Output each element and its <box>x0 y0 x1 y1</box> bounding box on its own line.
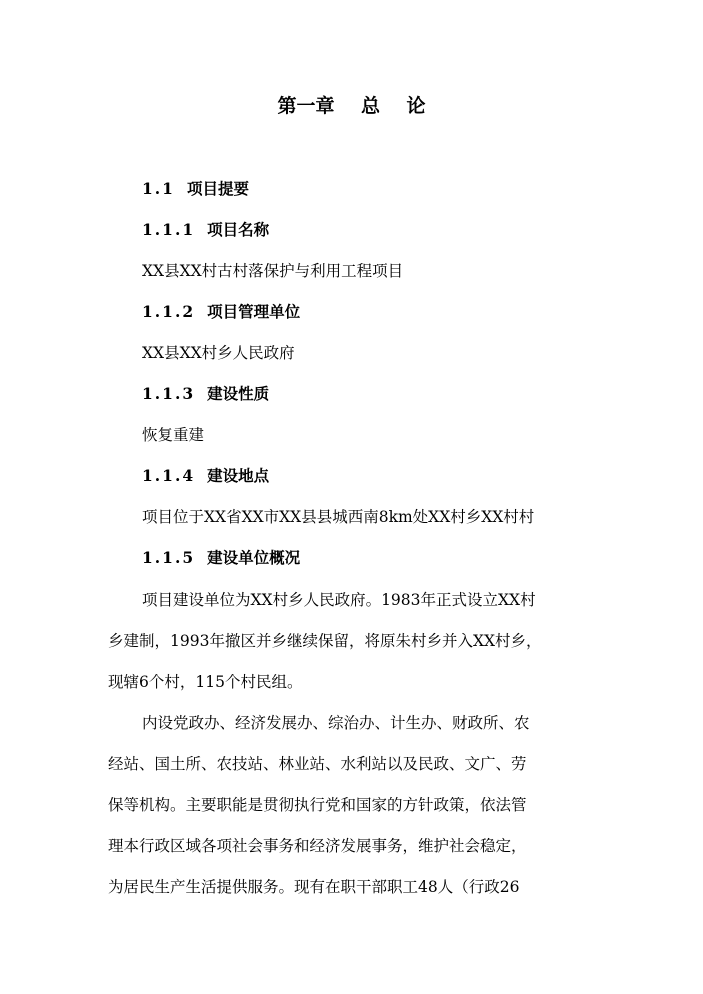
section-title: 项目管理单位 <box>207 302 301 321</box>
paragraph-line: 现辖6个村，115个村民组。 <box>108 673 303 691</box>
paragraph-line: 项目建设单位为XX村乡人民政府。1983年正式设立XX村 <box>142 591 536 609</box>
section-number: 1.1.4 <box>142 466 196 485</box>
section-heading-1-1-2 <box>142 300 300 324</box>
section-title: 建设单位概况 <box>207 548 301 567</box>
section-number: 1.1 <box>142 179 175 198</box>
section-content-project-name: XX县XX村古村落保护与利用工程项目 <box>142 262 404 280</box>
section-number: 1.1.1 <box>142 220 196 239</box>
section-number: 1.1.5 <box>142 548 196 567</box>
section-title: 项目名称 <box>207 220 270 239</box>
section-heading-1-1-3 <box>142 382 269 406</box>
paragraph-line: 为居民生产生活提供服务。现有在职干部职工48人（行政26 <box>108 878 520 896</box>
paragraph-line: 保等机构。主要职能是贯彻执行党和国家的方针政策，依法管 <box>108 796 527 814</box>
section-title: 建设地点 <box>207 466 270 485</box>
chapter-title: 第一章 总 论 <box>277 95 426 117</box>
section-heading-1-1-4 <box>142 464 269 488</box>
section-number: 1.1.3 <box>142 384 196 403</box>
section-heading-1-1 <box>142 177 249 201</box>
paragraph-line: 乡建制，1993年撤区并乡继续保留，将原朱村乡并入XX村乡， <box>108 632 542 650</box>
section-heading-1-1-5 <box>142 546 300 570</box>
section-title: 项目提要 <box>186 179 249 198</box>
paragraph-line: 理本行政区域各项社会事务和经济发展事务，维护社会稳定， <box>108 837 527 855</box>
paragraph-line: 内设党政办、经济发展办、综治办、计生办、财政所、农 <box>142 714 530 732</box>
section-content-location: 项目位于XX省XX市XX县县城西南8km处XX村乡XX村村 <box>142 508 535 526</box>
section-content-construction-nature: 恢复重建 <box>142 426 205 444</box>
section-heading-1-1-1 <box>142 218 269 242</box>
paragraph-line: 经站、国土所、农技站、林业站、水利站以及民政、文广、劳 <box>108 755 527 773</box>
section-number: 1.1.2 <box>142 302 196 321</box>
section-content-management-unit: XX县XX村乡人民政府 <box>142 344 295 362</box>
section-title: 建设性质 <box>207 384 270 403</box>
